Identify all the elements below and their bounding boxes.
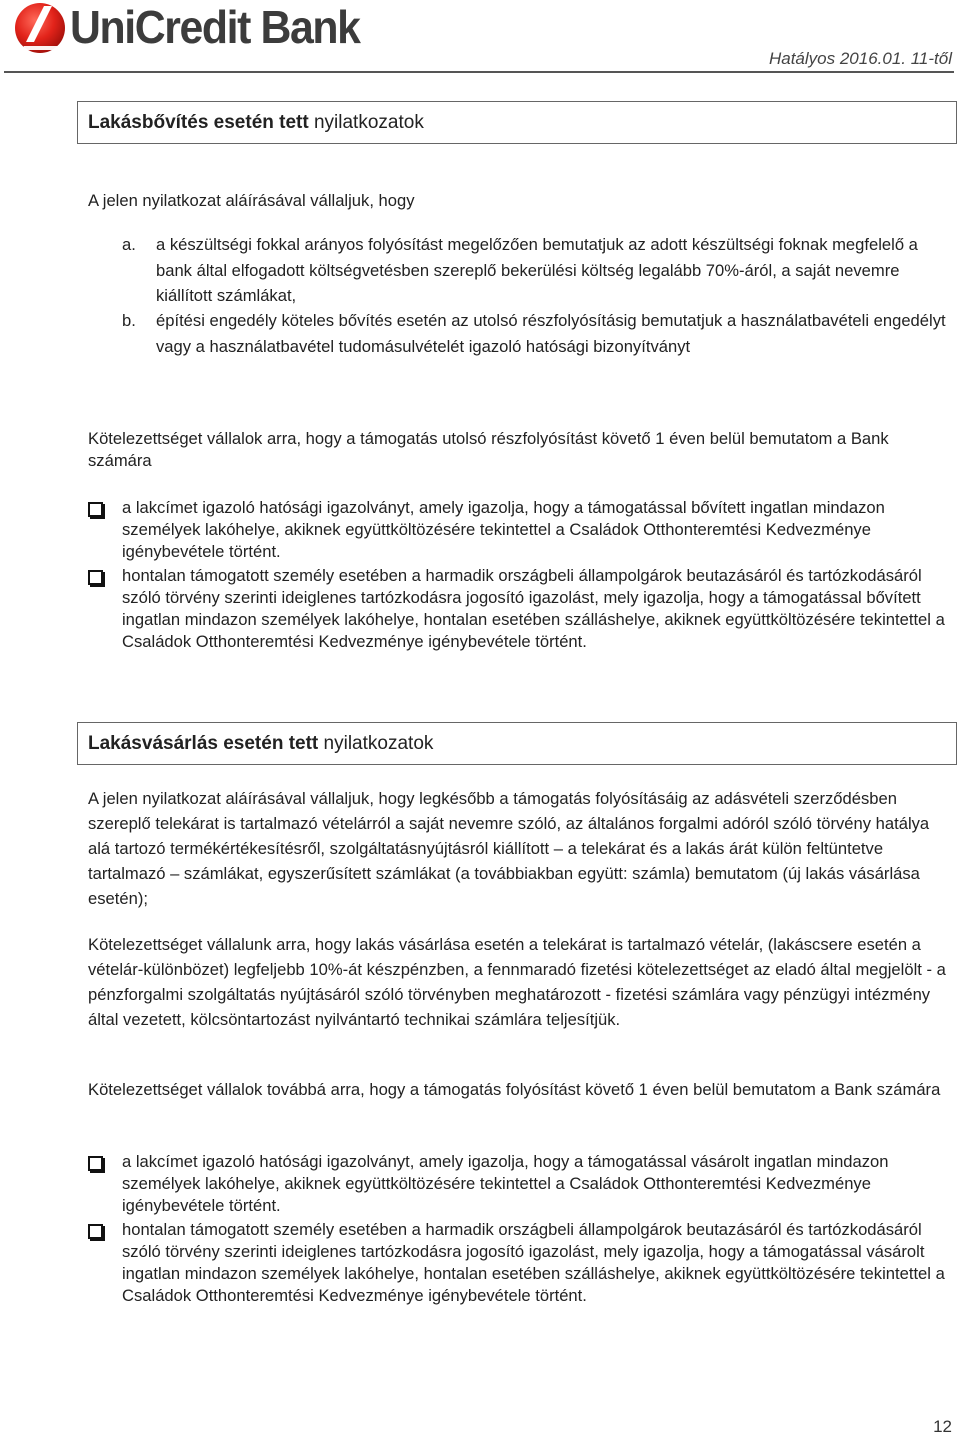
header-divider	[4, 71, 954, 73]
section-title-purchase	[77, 722, 957, 765]
unicredit-logo	[14, 2, 414, 56]
checkbox[interactable]	[88, 1156, 103, 1171]
section-title-bold: Lakásvásárlás esetén tett	[88, 733, 319, 754]
checkbox-label: a lakcímet igazoló hatósági igazolványt, amely igazolja, hogy a támogatással vásárolt ingatlan mindazon személyek lakóhelye, akiknek együttköltözésére tekintettel a Családok Otthonteremtési Kedvezménye igénybevétele történt.	[122, 1152, 889, 1215]
list-item	[88, 308, 948, 384]
section-title-extension	[77, 101, 957, 144]
list-item-text: a készültségi fokkal arányos folyósítást megelőzően bemutatjuk az adott készültségi foknak megfelelő a bank által elfogadott költségvetésben szereplő bekerülési költség legalább 70%-áról, a saját nevemre kiállított számlákat,	[156, 235, 918, 305]
effective-date: Hatályos 2016.01. 11-től	[768, 49, 952, 68]
checkbox[interactable]	[88, 1224, 103, 1239]
list-item	[88, 232, 948, 308]
intro-text: A jelen nyilatkozat aláírásával vállaljuk, hogy	[88, 191, 415, 210]
obligation-text: Kötelezettséget vállalok arra, hogy a támogatás utolsó részfolyósítást követő 1 éven belül bemutatom a Bank számára	[88, 429, 889, 470]
list-item-text: építési engedély köteles bővítés esetén az utolsó részfolyósításig bemutatjuk a használatbavételi engedélyt vagy a használatbavétel tudomásulvételét igazoló hatósági bizonyítványt	[156, 311, 946, 356]
section-title-rest: nyilatkozatok	[323, 733, 434, 754]
list-marker: a.	[122, 235, 136, 254]
section-title-rest: nyilatkozatok	[313, 112, 424, 133]
checkbox[interactable]	[88, 502, 103, 517]
purchase-paragraph-2: Kötelezettséget vállalunk arra, hogy lakás vásárlása esetén a telekárat is tartalmazó vételár, (lakáscsere esetén a vételár-különbözet) legfeljebb 10%-át készpénzben, a fennmaradó fizetési kötelezettséget az eladó által megjelölt - a pénzforgalmi szolgáltatás nyújtásáról szóló törvényben meghatározott - fizetési számlára vagy pénzügyi intézmény által vezetett, kölcsöntartozást nyilvántartó technikai számlára teljesítjük.	[88, 935, 946, 1029]
checkbox[interactable]	[88, 570, 103, 585]
page-number: 12	[933, 1417, 952, 1436]
checkbox-label: hontalan támogatott személy esetében a harmadik országbeli állampolgárok beutazásáról és tartózkodásáról szóló törvény szerinti ideiglenes tartózkodásra jogosító igazolást, mely igazolja, hogy a támogatással vásárolt ingatlan mindazon személyek lakóhelye, hontalan esetében szálláshelye, akiknek együttköltözésére tekintettel a Családok Otthonteremtési Kedvezménye igénybevétele történt.	[122, 1220, 945, 1305]
logo-wordmark: UniCredit Bank	[70, 1, 360, 53]
unicredit-logo-icon	[14, 2, 68, 56]
section-title-bold: Lakásbővítés esetén tett	[88, 112, 309, 133]
purchase-paragraph-1: A jelen nyilatkozat aláírásával vállaljuk, hogy legkésőbb a támogatás folyósításáig az adásvételi szerződésben szereplő telekárat is tartalmazó vételárról a saját nevemre szóló, az általános forgalmi adóról szóló törvény hatálya alá tartozó termékértékesítésről, szolgáltatásnyújtásról kiállított – a telekárat és a lakás árát külön feltüntetve tartalmazó – számlákat, egyszerűsített számlákat (a továbbiakban együtt: számla) bemutatom (új lakás vásárlása esetén);	[88, 789, 930, 908]
purchase-paragraph-3: Kötelezettséget vállalok továbbá arra, hogy a támogatás folyósítást követő 1 éven belül bemutatom a Bank számára	[88, 1080, 941, 1099]
checkbox-label: a lakcímet igazoló hatósági igazolványt, amely igazolja, hogy a támogatással bővített ingatlan mindazon személyek lakóhelye, akiknek együttköltözésére tekintettel a Családok Otthonteremtési Kedvezménye igénybevétele történt.	[122, 498, 885, 561]
list-marker: b.	[122, 311, 136, 330]
checkbox-label: hontalan támogatott személy esetében a harmadik országbeli állampolgárok beutazásáról és tartózkodásáról szóló törvény szerinti ideiglenes tartózkodásra jogosító igazolást, mely igazolja, hogy a támogatással bővített ingatlan mindazon személyek lakóhelye, hontalan esetében szálláshelye, akiknek együttköltözésére tekintettel a Családok Otthonteremtési Kedvezménye igénybevétele történt.	[122, 566, 945, 651]
